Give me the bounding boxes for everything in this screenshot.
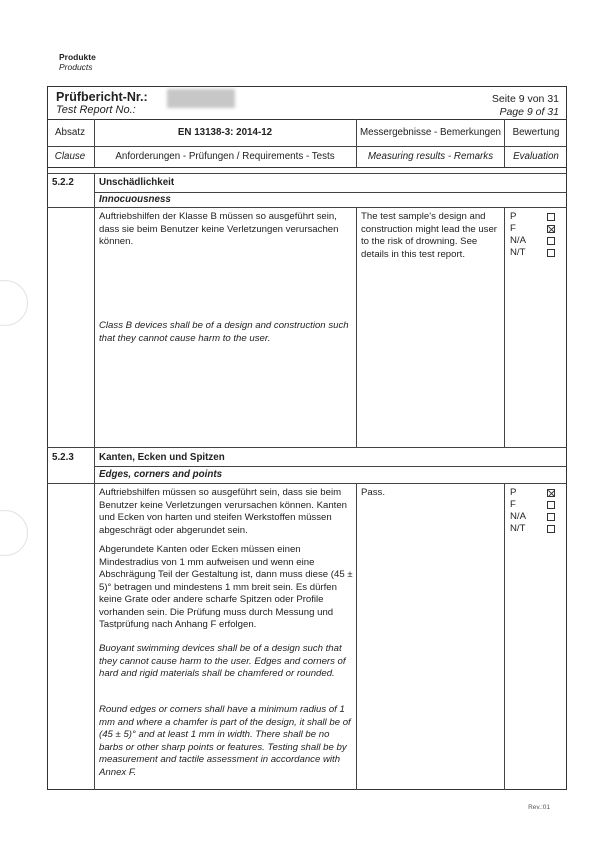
section-title-de: Unschädlichkeit [99, 177, 175, 188]
requirement-text-en: Class B devices shall be of a design and construction such that they cannot cause harm to the user. [99, 320, 349, 344]
evaluation-checkbox-na[interactable] [547, 513, 555, 521]
evaluation-header-de: Bewertung [512, 127, 560, 138]
clause-header-de: Absatz [55, 127, 85, 138]
requirement-text-en: Round edges or corners shall have a minimum radius of 1 mm and where a chamfer is part of the design, it shall be of (45 ± 5)° and at least 1 mm in width. There shall be no barbs or other sharp points or features. Testing shall be by measurement and tactile assessment in accordance with Annex F. [99, 704, 351, 778]
column-header-bottom-divider [47, 167, 567, 168]
standard-header: EN 13138-3: 2014-12 [177, 127, 273, 138]
column-divider [94, 173, 95, 790]
evaluation-label-nt: N/T [510, 523, 526, 534]
requirements-header: Anforderungen - Prüfungen / Requirements - Tests [115, 151, 335, 162]
requirement-text-en: Buoyant swimming devices shall be of a design such that they cannot cause harm to the user. Edges and corners of hard and rigid materials shall be chamfered or rounded. [99, 643, 346, 679]
column-divider [356, 483, 357, 790]
evaluation-label-na: N/A [510, 235, 526, 246]
page-number-en: Page 9 of 31 [499, 106, 559, 118]
evaluation-label-nt: N/T [510, 247, 526, 258]
page-number-de: Seite 9 von 31 [491, 93, 559, 105]
evaluation-label-f: F [510, 223, 516, 234]
evaluation-checkbox-nt[interactable] [547, 525, 555, 533]
section-title-de: Kanten, Ecken und Spitzen [99, 452, 225, 463]
punch-hole-mark [0, 510, 28, 556]
punch-hole-mark [0, 280, 28, 326]
section-title-divider [94, 192, 567, 193]
evaluation-label-p: P [510, 487, 517, 498]
requirement-text-de: Auftriebshilfen der Klasse B müssen so ausgeführt sein, dass sie beim Benutzer keine Verletzungen verursachen können. [99, 211, 339, 247]
column-divider [504, 207, 505, 447]
products-label-de: Produkte [59, 52, 96, 62]
evaluation-label-p: P [510, 211, 517, 222]
evaluation-checkbox-f[interactable] [547, 225, 555, 233]
section-title-divider [94, 466, 567, 467]
section-title-en: Innocuousness [99, 194, 171, 205]
results-header-de: Messergebnisse - Bemerkungen [359, 127, 502, 138]
section-top-divider [47, 173, 567, 174]
column-divider [94, 119, 95, 167]
section-clause-number: 5.2.3 [52, 452, 74, 463]
result-remark: The test sample's design and construction might lead the user to the risk of drowning. See details in this test report. [361, 211, 497, 260]
section-title-en: Edges, corners and points [99, 469, 223, 480]
section-content-divider [47, 483, 567, 484]
evaluation-checkbox-nt[interactable] [547, 249, 555, 257]
header-divider [47, 119, 567, 120]
section-divider [47, 447, 567, 448]
evaluation-checkbox-na[interactable] [547, 237, 555, 245]
products-label [59, 52, 96, 72]
evaluation-checkbox-f[interactable] [547, 501, 555, 509]
report-number-label-en: Test Report No.: [56, 104, 136, 116]
results-header-en: Measuring results - Remarks [367, 151, 494, 162]
result-remark: Pass. [361, 487, 385, 498]
evaluation-checkbox-p[interactable] [547, 489, 555, 497]
evaluation-label-na: N/A [510, 511, 526, 522]
requirement-text-de: Abgerundete Kanten oder Ecken müssen einen Mindestradius von 1 mm aufweisen und wenn eine Abschrägung Teil der Gestaltung ist, dann muss diese (45 ± 5)° betragen und mindestens 1 mm breit sein. Es dürfen keine Grate oder andere scharfe Spitzen oder Profile vorhanden sein. Die Prüfung muss durch Messung und Tastprüfung nach Anhang F erfolgen. [99, 544, 353, 630]
section-content-divider [47, 207, 567, 208]
column-header-mid-divider [47, 146, 567, 147]
clause-header-en: Clause [54, 151, 86, 162]
section-clause-number: 5.2.2 [52, 177, 74, 188]
revision-label: Rev.:01 [528, 804, 550, 811]
report-number-label-de: Prüfbericht-Nr.: [56, 90, 148, 104]
redacted-report-number [167, 89, 235, 108]
column-divider [356, 207, 357, 447]
products-label-en: Products [59, 62, 93, 72]
evaluation-checkbox-p[interactable] [547, 213, 555, 221]
requirement-text-de: Auftriebshilfen müssen so ausgeführt sein, dass sie beim Benutzer keine Verletzungen verursachen können. Kanten und Ecken von harten und steifen Werkstoffen müssen abgeschrägt oder abgerundet sein. [99, 487, 348, 536]
evaluation-header-en: Evaluation [513, 151, 559, 162]
column-divider [504, 483, 505, 790]
evaluation-label-f: F [510, 499, 516, 510]
